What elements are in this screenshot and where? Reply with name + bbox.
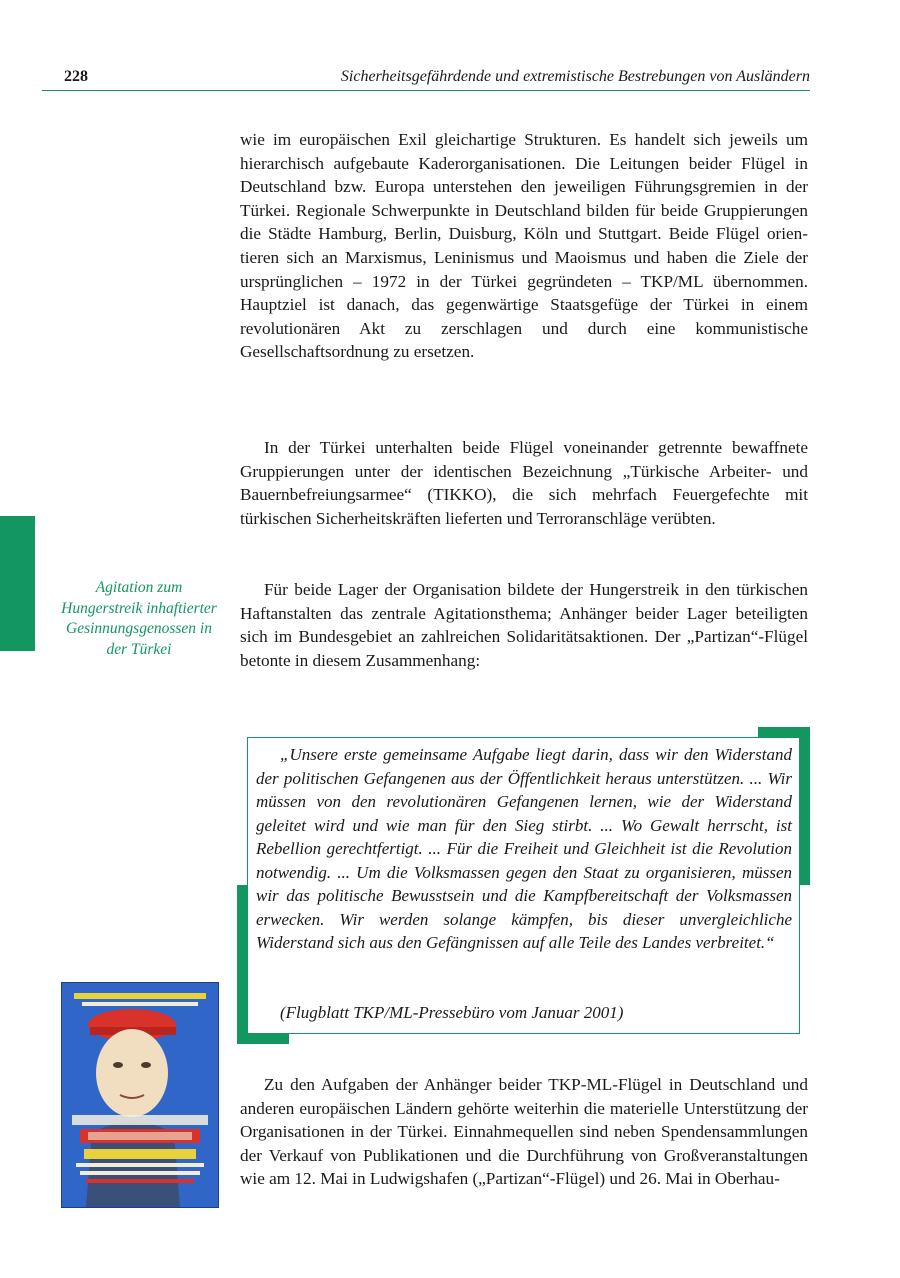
page-header	[42, 66, 810, 91]
paragraph-3: Für beide Lager der Organisation bildete der Hungerstreik in den türkischen Haftanstalten das zentrale Agitationsthema; Anhänger beider Lager beteiligten sich im Bundesgebiet an zahlreichen Solidaritätsaktionen. Der „Partizan“-Flügel betonte in diesem Zusammenhang:	[240, 580, 808, 670]
margin-note: Agitation zum Hungerstreik inhaftierter Gesinnungsgenossen in der Türkei	[61, 579, 217, 658]
paragraph-1: wie im europäischen Exil gleichartige Strukturen. Es handelt sich jeweils um hierarchisch aufgebaute Kaderorganisationen. Die Leitungen beider Flügel in Deutschland bzw. Europa unterstehen den jeweiligen Führungsgremien in der Türkei. Regionale Schwerpunkte in Deutschland bilden für beide Gruppierungen die Städte Hamburg, Berlin, Duisburg, Köln und Stuttgart. Beide Flügel orientieren sich an Marxismus, Leninismus und Maoismus und haben die Ziele der ursprünglichen – 1972 in der Türkei gegründeten – TKP/ML übernommen. Hauptziel ist danach, das gegenwärtige Staatsgefüge der Türkei in einem revolutionären Akt zu zerschlagen und durch eine kommunistische Gesellschaftsordnung zu ersetzen.	[240, 130, 808, 362]
running-title: Sicherheitsgefährdende und extremistische Bestrebungen von Ausländern	[340, 68, 810, 85]
paragraph-2: In der Türkei unterhalten beide Flügel voneinander getrennte bewaffnete Gruppierungen unter der identischen Bezeichnung „Türkische Arbeiter- und Bauernbefreiungsarmee“ (TIKKO), die sich mehrfach Feuergefechte mit türkischen Sicherheitskräften lieferten und Terroranschläge verübten.	[240, 438, 808, 528]
quote-text: „Unsere erste gemeinsame Aufgabe liegt darin, dass wir den Widerstand der politischen Gefangenen aus der Öffentlichkeit heraus unterstützen. ... Wir müssen von den revolutionären Gefangenen lernen, wie der Widerstand geleitet wird und wie man für den Sieg stirbt. ... Wo Gewalt herrscht, ist Rebellion gerechtfertigt. ... Für die Freiheit und Gleichheit ist die Revolution notwendig. ... Um die Volksmassen gegen den Staat zu organisieren, müssen wir das politische Bewusstsein und die Kampfbereitschaft der Volksmassen erwecken. Wir werden solange kämpfen, bis dieser unvergleichliche Widerstand sich aus den Gefängnissen auf alle Teile des Landes verbreitet.“	[256, 745, 792, 952]
quote-source: (Flugblatt TKP/ML-Pressebüro vom Januar 2001)	[280, 1003, 624, 1022]
poster-illustration-icon	[62, 983, 218, 1207]
paragraph-4: Zu den Aufgaben der Anhänger beider TKP-ML-Flügel in Deutschland und anderen europäischen Ländern gehörte weiterhin die materielle Unterstützung der Organisationen in der Türkei. Einnahmequellen sind neben Spendensammlungen der Verkauf von Publikationen und die Durchführung von Großveranstaltungen wie am 12. Mai in Ludwigshafen („Partizan“-Flügel) und 26. Mai in Oberhau-	[240, 1075, 808, 1189]
section-marker-tab	[0, 516, 35, 651]
quote-box	[247, 737, 800, 1034]
page-number: 228	[64, 68, 88, 85]
protest-poster-image	[61, 982, 219, 1208]
